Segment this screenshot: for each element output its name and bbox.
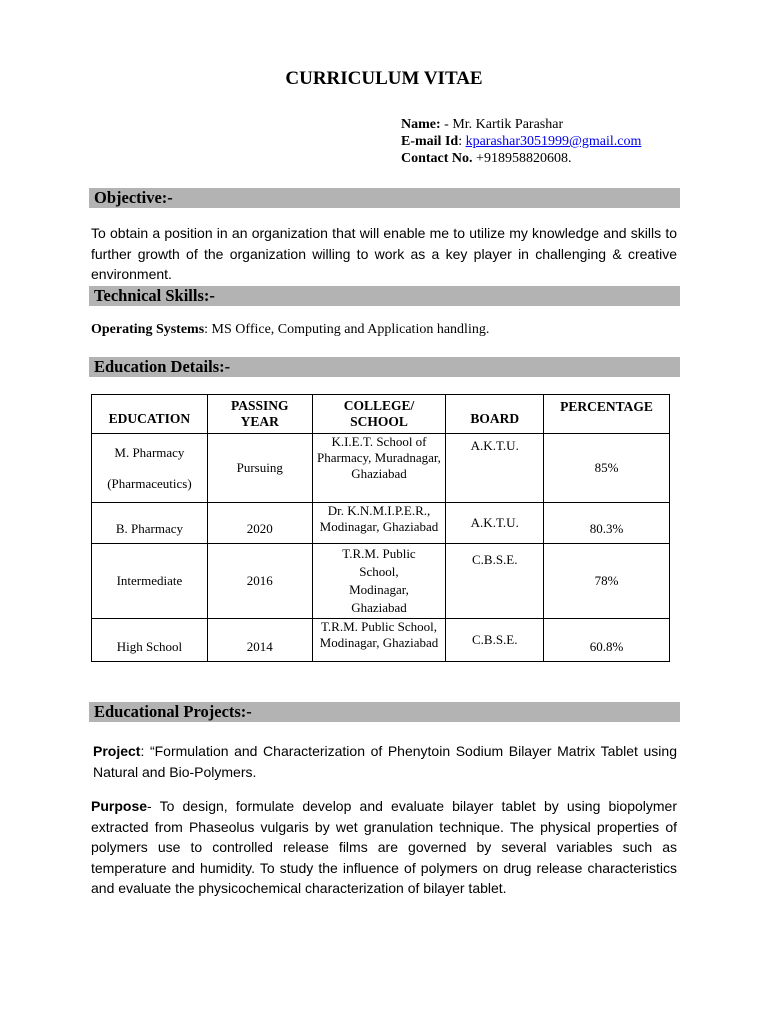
name-line bbox=[401, 116, 641, 133]
name-value: - Mr. Kartik Parashar bbox=[440, 117, 564, 132]
project-label: Project bbox=[93, 743, 141, 759]
cell-board: A.K.T.U. bbox=[446, 503, 544, 544]
education-heading: Education Details:- bbox=[89, 357, 680, 377]
purpose-label: Purpose bbox=[91, 798, 148, 814]
educational-projects-heading: Educational Projects:- bbox=[89, 702, 680, 722]
objective-heading: Objective:- bbox=[89, 188, 680, 208]
name-label: Name: bbox=[401, 117, 441, 132]
cell-year: Pursuing bbox=[207, 434, 312, 503]
purpose-text: - To design, formulate develop and evaluate bilayer tablet by using biopolymer extracted from Phaseolus vulgaris by wet granulation technique. The physical properties of polymers use to controlled release films are governed by several variables such as temperature and humidity. To study the influence of polymers on drug release characteristics and evaluate the physicochemical characterization of bilayer tablet. bbox=[91, 798, 677, 896]
cell-college: K.I.E.T. School of Pharmacy, Muradnagar, Ghaziabad bbox=[312, 434, 446, 503]
table-header-row bbox=[92, 395, 670, 434]
cell-education: M. Pharmacy (Pharmaceutics) bbox=[92, 434, 208, 503]
skills-line bbox=[91, 322, 489, 338]
cell-college: Dr. K.N.M.I.P.E.R., Modinagar, Ghaziabad bbox=[312, 503, 446, 544]
cell-education: High School bbox=[92, 619, 208, 662]
cell-year: 2020 bbox=[207, 503, 312, 544]
email-line bbox=[401, 133, 641, 150]
contact-block bbox=[401, 116, 641, 167]
objective-text: To obtain a position in an organization that will enable me to utilize my knowledge and skills to further growth of the organization willing to work as a key player in challenging & creative environment. bbox=[91, 225, 677, 282]
project-text: : “Formulation and Characterization of Phenytoin Sodium Bilayer Matrix Tablet using Natural and Bio-Polymers. bbox=[93, 743, 677, 780]
email-separator: : bbox=[458, 134, 466, 149]
document-title: CURRICULUM VITAE bbox=[285, 68, 483, 89]
email-link[interactable]: kparashar3051999@gmail.com bbox=[465, 134, 642, 149]
technical-skills-heading: Technical Skills:- bbox=[89, 286, 680, 306]
cell-percentage: 78% bbox=[544, 544, 670, 619]
table-row bbox=[92, 544, 670, 619]
cell-college: T.R.M. Public School, Modinagar, Ghaziabad bbox=[312, 619, 446, 662]
cell-board: C.B.S.E. bbox=[446, 619, 544, 662]
cell-education: B. Pharmacy bbox=[92, 503, 208, 544]
cell-percentage: 80.3% bbox=[544, 503, 670, 544]
email-label: E-mail Id bbox=[401, 134, 459, 149]
cell-board: A.K.T.U. bbox=[446, 434, 544, 503]
cell-year: 2016 bbox=[207, 544, 312, 619]
table-row bbox=[92, 619, 670, 662]
cell-percentage: 60.8% bbox=[544, 619, 670, 662]
phone-value: +918958820608. bbox=[472, 151, 572, 166]
table-row bbox=[92, 503, 670, 544]
header-board: BOARD bbox=[446, 395, 544, 434]
header-passing-year: PASSING YEAR bbox=[207, 395, 312, 434]
cell-board: C.B.S.E. bbox=[446, 544, 544, 619]
purpose-paragraph bbox=[91, 796, 677, 899]
cell-education: Intermediate bbox=[92, 544, 208, 619]
skills-value: : MS Office, Computing and Application handling. bbox=[204, 322, 490, 337]
phone-line bbox=[401, 150, 641, 167]
header-percentage: PERCENTAGE bbox=[544, 395, 670, 434]
table-row bbox=[92, 434, 670, 503]
header-education: EDUCATION bbox=[92, 395, 208, 434]
cell-year: 2014 bbox=[207, 619, 312, 662]
cell-percentage: 85% bbox=[544, 434, 670, 503]
project-paragraph bbox=[93, 741, 677, 782]
phone-label: Contact No. bbox=[401, 151, 473, 166]
header-college: COLLEGE/ SCHOOL bbox=[312, 395, 446, 434]
skills-label: Operating Systems bbox=[91, 322, 205, 337]
cell-college: T.R.M. Public School, Modinagar, Ghaziabad bbox=[312, 544, 446, 619]
education-table bbox=[91, 394, 670, 662]
